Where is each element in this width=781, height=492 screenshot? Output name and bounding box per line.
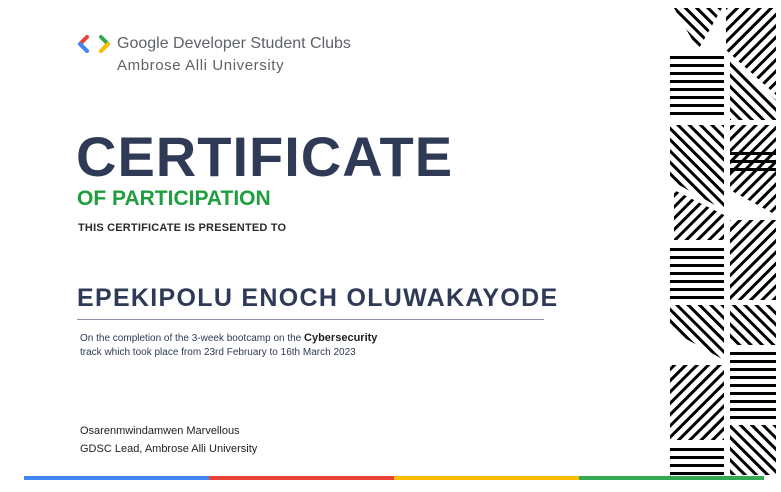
pattern-band-blue-yellow xyxy=(670,350,776,475)
name-underline xyxy=(77,319,544,320)
gdsc-logo-icon xyxy=(77,34,111,54)
color-bar-yellow xyxy=(394,476,579,480)
org-name: Google Developer Student Clubs xyxy=(117,35,351,52)
color-bar-red xyxy=(209,476,394,480)
pattern-band-yellow-blue xyxy=(670,8,776,120)
color-bar xyxy=(24,476,764,480)
signature-block xyxy=(80,422,257,458)
presented-to-label: THIS CERTIFICATE IS PRESENTED TO xyxy=(78,222,287,234)
logo-row xyxy=(77,34,351,54)
university-name: Ambrose Alli University xyxy=(117,57,285,74)
pattern-band-green xyxy=(670,220,776,360)
certificate-subtitle: OF PARTICIPATION xyxy=(77,187,271,210)
signer-name: Osarenmwindamwen Marvellous xyxy=(80,425,240,437)
completion-description xyxy=(80,331,540,360)
description-part-1: On the completion of the 3-week bootcamp on the xyxy=(80,333,302,344)
decorative-stripe-pattern xyxy=(664,0,781,492)
certificate-title: CERTIFICATE xyxy=(76,125,454,188)
recipient-name: EPEKIPOLU ENOCH OLUWAKAYODE xyxy=(77,284,559,312)
description-part-2: track which took place from 23rd February to 16th March 2023 xyxy=(80,347,356,358)
track-name: Cybersecurity xyxy=(304,332,378,344)
signer-role: GDSC Lead, Ambrose Alli University xyxy=(80,443,258,455)
color-bar-blue xyxy=(24,476,209,480)
